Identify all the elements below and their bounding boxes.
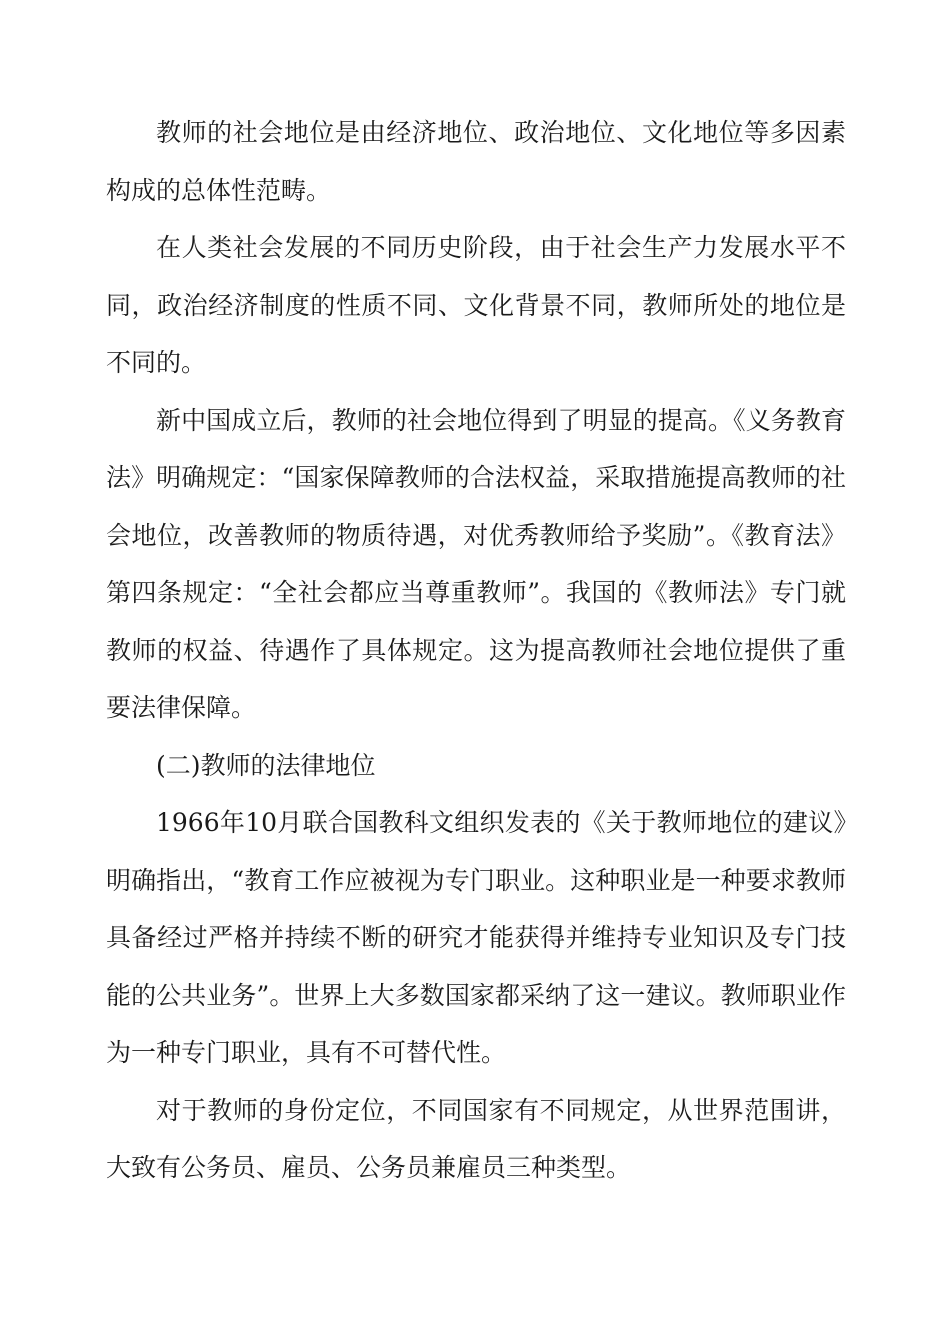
paragraph-social-status-definition: 教师的社会地位是由经济地位、政治地位、文化地位等多因素构成的总体性范畴。 [106, 118, 846, 205]
paragraph-identity-types: 对于教师的身份定位，不同国家有不同规定，从世界范围讲，大致有公务员、雇员、公务员兼雇员三种类型。 [106, 1095, 846, 1182]
paragraph-historical-stages: 在人类社会发展的不同历史阶段，由于社会生产力发展水平不同，政治经济制度的性质不同、文化背景不同，教师所处的地位是不同的。 [106, 233, 846, 377]
paragraph-new-china-laws: 新中国成立后，教师的社会地位得到了明显的提高。《义务教育法》明确规定：“国家保障教师的合法权益，采取措施提高教师的社会地位，改善教师的物质待遇，对优秀教师给予奖励”。《教育法》第四条规定：“全社会都应当尊重教师”。我国的《教师法》专门就教师的权益、待遇作了具体规定。这为提高教师社会地位提供了重要法律保障。 [106, 405, 846, 722]
paragraph-unesco-recommendation: 1966年10月联合国教科文组织发表的《关于教师地位的建议》明确指出，“教育工作应被视为专门职业。这种职业是一种要求教师具备经过严格并持续不断的研究才能获得并维持专业知识及专门技能的公共业务”。世界上大多数国家都采纳了这一建议。教师职业作为一种专门职业，具有不可替代性。 [106, 808, 846, 1067]
section-heading-legal-status: (二)教师的法律地位 [156, 750, 376, 780]
document-body [106, 104, 846, 1197]
